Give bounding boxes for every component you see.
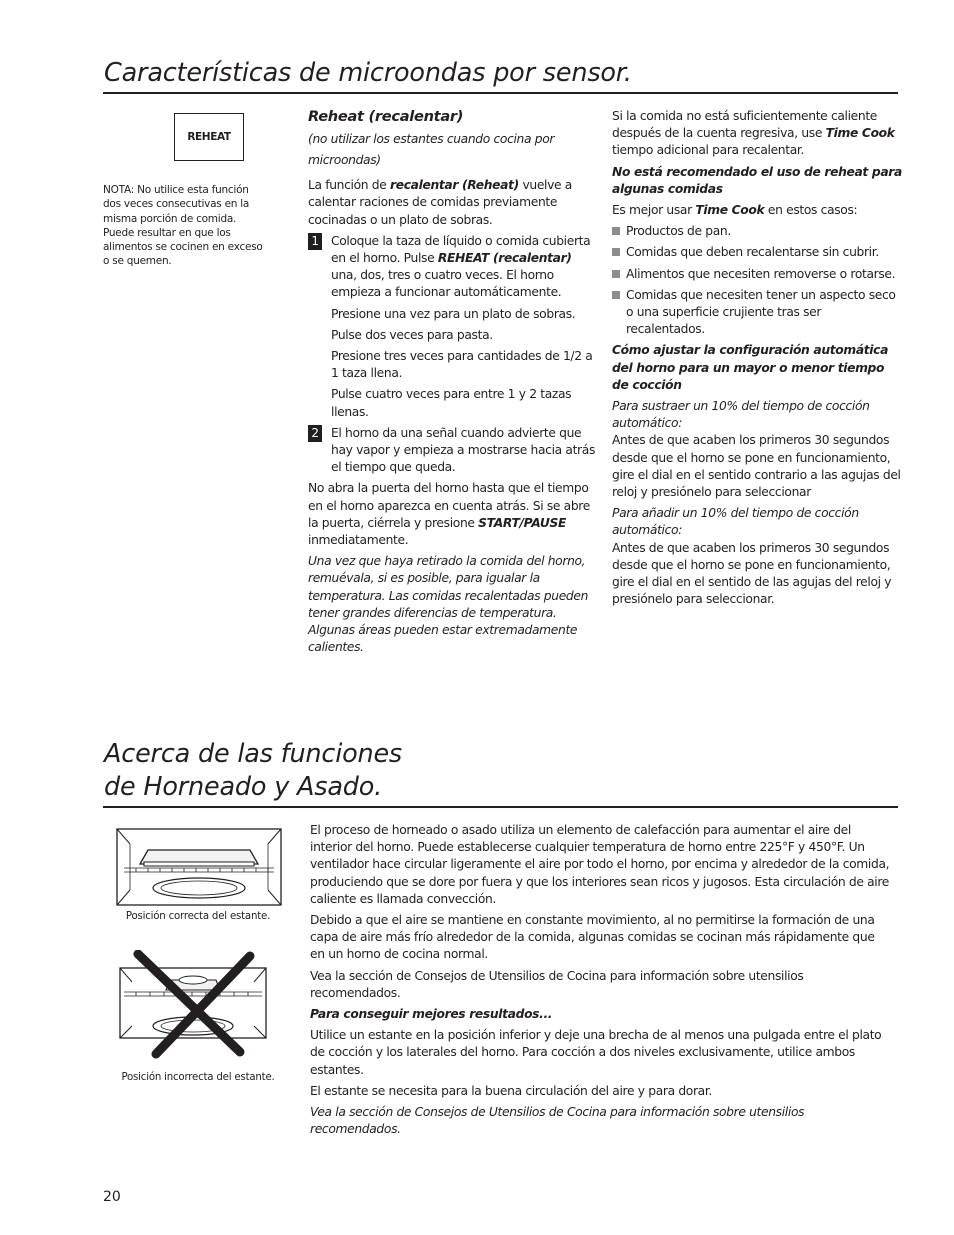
- reheat-button-illustration: REHEAT: [174, 113, 244, 161]
- best-results-heading: Para conseguir mejores resultados...: [310, 1007, 553, 1022]
- bake-paragraph-2: Debido a que el aire se mantiene en constante movimiento, al no permitirse la formación de una capa de aire más frío alrededor de la comida, algunas comidas se cocinan más rápidamente que en un horno de cocina normal.: [310, 913, 875, 962]
- stir-warning: Una vez que haya retirado la comida del horno, remuévala, si es posible, para igualar la temperatura. Las comidas recalentadas pueden tener grandes diferencias de temperatura. Algunas áreas pueden estar extremadamente calientes.: [308, 554, 589, 655]
- add-label: Para añadir un 10% del tiempo de cocción automático:: [612, 506, 859, 538]
- press-four: Pulse cuatro veces para entre 1 y 2 tazas llenas.: [331, 387, 572, 419]
- step-1: [308, 233, 598, 302]
- not-recommended-heading: No está recomendado el uso de reheat para algunas comidas: [612, 164, 902, 196]
- press-three: Presione tres veces para cantidades de 1/2 a 1 taza llena.: [331, 349, 593, 381]
- incorrect-rack-illustration: [116, 950, 282, 1060]
- correct-rack-caption: Posición correcta del estante.: [125, 911, 271, 922]
- subtract-text: Antes de que acaben los primeros 30 segundos desde que el horno se pone en funcionamiento, gire el dial en el sentido contrario a las agujas del reloj y presiónelo para seleccionar: [612, 433, 901, 500]
- reheat-heading-note: (no utilizar los estantes cuando cocina por microondas): [308, 132, 555, 168]
- step-1-number: 1: [308, 233, 322, 250]
- square-bullet-icon: [612, 270, 620, 278]
- bake-paragraph-6: Vea la sección de Consejos de Utensilios de Cocina para información sobre utensilios recomendados.: [310, 1105, 805, 1137]
- reheat-note: NOTA: No utilice esta función dos veces consecutivas en la misma porción de comida. Puede resultar en que los alimentos se cocinen en exceso o se quemen.: [103, 184, 263, 268]
- bake-text-column: [310, 822, 890, 1142]
- step-2: [308, 425, 598, 477]
- bullet-item: Comidas que deben recalentarse sin cubrir.: [612, 244, 902, 261]
- better-use-text: Es mejor usar Time Cook en estos casos:: [612, 203, 858, 218]
- bake-paragraph-4: Utilice un estante en la posición inferior y deje una brecha de al menos una pulgada entre el plato de cocción y los laterales del horno. Para cocción a dos niveles exclusivamente, utilice ambos estantes.: [310, 1028, 882, 1077]
- section-title-sensor: Características de microondas por sensor.: [104, 58, 632, 88]
- bake-paragraph-5: El estante se necesita para la buena circulación del aire y para dorar.: [310, 1083, 712, 1098]
- reheat-intro: La función de recalentar (Reheat) vuelve a calentar raciones de comidas previamente cocinadas o un plato de sobras.: [308, 178, 572, 227]
- reheat-heading: Reheat (recalentar): [308, 108, 464, 125]
- bake-paragraph-3: Vea la sección de Consejos de Utensilios de Cocina para información sobre utensilios recomendados.: [310, 968, 804, 1000]
- step-2-text: El horno da una señal cuando advierte que hay vapor y empieza a mostrarse hacia atrás el tiempo que queda.: [331, 425, 595, 475]
- square-bullet-icon: [612, 248, 620, 256]
- reheat-column: [308, 108, 598, 660]
- title-rule: [103, 92, 898, 94]
- time-cook-column: [612, 108, 902, 612]
- title-rule-2: [103, 806, 898, 808]
- add-text: Antes de que acaben los primeros 30 segundos desde que el horno se pone en funcionamiento, gire el dial en el sentido de las agujas del reloj y presiónelo para seleccionar.: [612, 540, 892, 607]
- page-number: 20: [103, 1189, 121, 1205]
- subtract-label: Para sustraer un 10% del tiempo de cocción automático:: [612, 399, 870, 431]
- bullet-item: Comidas que necesiten tener un aspecto seco o una superficie crujiente tras ser recalentados.: [612, 287, 902, 339]
- not-warm-text: Si la comida no está suficientemente caliente después de la cuenta regresiva, use Time Cook tiempo adicional para recalentar.: [612, 109, 895, 158]
- correct-rack-illustration: [116, 828, 282, 906]
- square-bullet-icon: [612, 291, 620, 299]
- bullet-item: Alimentos que necesiten removerse o rotarse.: [612, 266, 902, 283]
- press-twice: Pulse dos veces para pasta.: [331, 327, 493, 342]
- step-2-number: 2: [308, 425, 322, 442]
- square-bullet-icon: [612, 227, 620, 235]
- press-once: Presione una vez para un plato de sobras.: [331, 306, 576, 321]
- bake-paragraph-1: El proceso de horneado o asado utiliza un elemento de calefacción para aumentar el aire del interior del horno. Puede establecerse cualquier temperatura de horno entre 225°F y 450°F. Un ventilador hace circular ligeramente el aire por todo el horno, por encima y alrededor de la comida, produciendo que se dore por fuera y que los interiores sean ricos y jugosos. Esta circulación de aire caliente es llamada convección.: [310, 823, 890, 906]
- bullet-item: Productos de pan.: [612, 223, 902, 240]
- adjust-heading: Cómo ajustar la configuración automática del horno para un mayor o menor tiempo de cocción: [612, 343, 889, 392]
- door-instruction: No abra la puerta del horno hasta que el tiempo en el horno aparezca en cuenta atrás. Si se abre la puerta, ciérrela y presione START/PAUSE inmediatamente.: [308, 481, 590, 548]
- section-title-bake: Acerca de las funciones de Horneado y Asado.: [104, 739, 403, 802]
- step-1-text: Coloque la taza de líquido o comida cubierta en el horno. Pulse REHEAT (recalentar) una, dos, tres o cuatro veces. El horno empieza a funcionar automáticamente.: [331, 233, 591, 300]
- incorrect-rack-caption: Posición incorrecta del estante.: [121, 1072, 275, 1083]
